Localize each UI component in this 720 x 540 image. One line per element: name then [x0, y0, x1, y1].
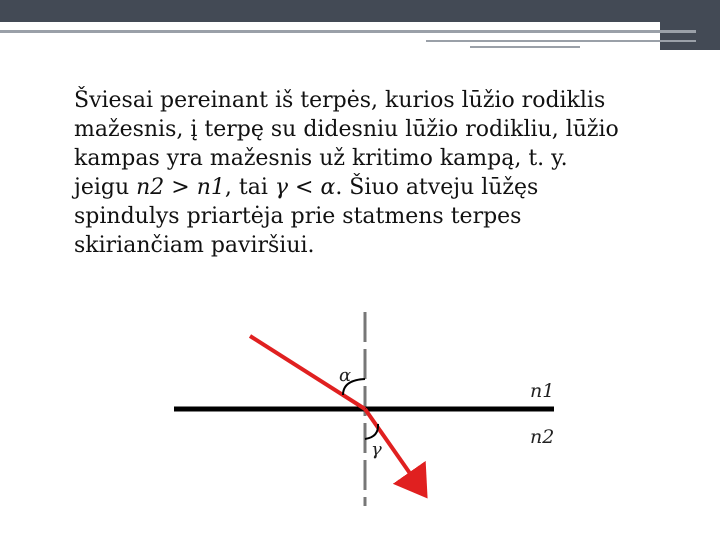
paragraph-line: spindulys priartėja prie statmens terpes: [74, 204, 522, 229]
symbol-n2: n2: [136, 175, 165, 200]
n2-label: n2: [530, 426, 555, 448]
n1-label: n1: [530, 380, 555, 402]
paragraph-line: mažesnis, į terpę su didesniu lūžio rodikliu, lūžio: [74, 117, 619, 142]
paragraph-line: Šviesai pereinant iš terpės, kurios lūžio rodiklis: [74, 88, 606, 113]
text-fragment: . Šiuo atveju lūžęs: [335, 175, 539, 200]
symbol-n1: n1: [196, 175, 225, 200]
alpha-label: α: [339, 365, 352, 386]
text-fragment: <: [288, 175, 321, 200]
gamma-label: γ: [371, 439, 382, 460]
text-fragment: jeigu: [74, 175, 137, 200]
symbol-gamma: γ: [274, 175, 289, 200]
paragraph-line: kampas yra mažesnis už kritimo kampą, t. y.: [74, 146, 568, 171]
text-fragment: , tai: [224, 175, 275, 200]
text-fragment: >: [164, 175, 197, 200]
paragraph-line: skiriančiam paviršiui.: [74, 233, 315, 258]
symbol-alpha: α: [320, 175, 336, 200]
